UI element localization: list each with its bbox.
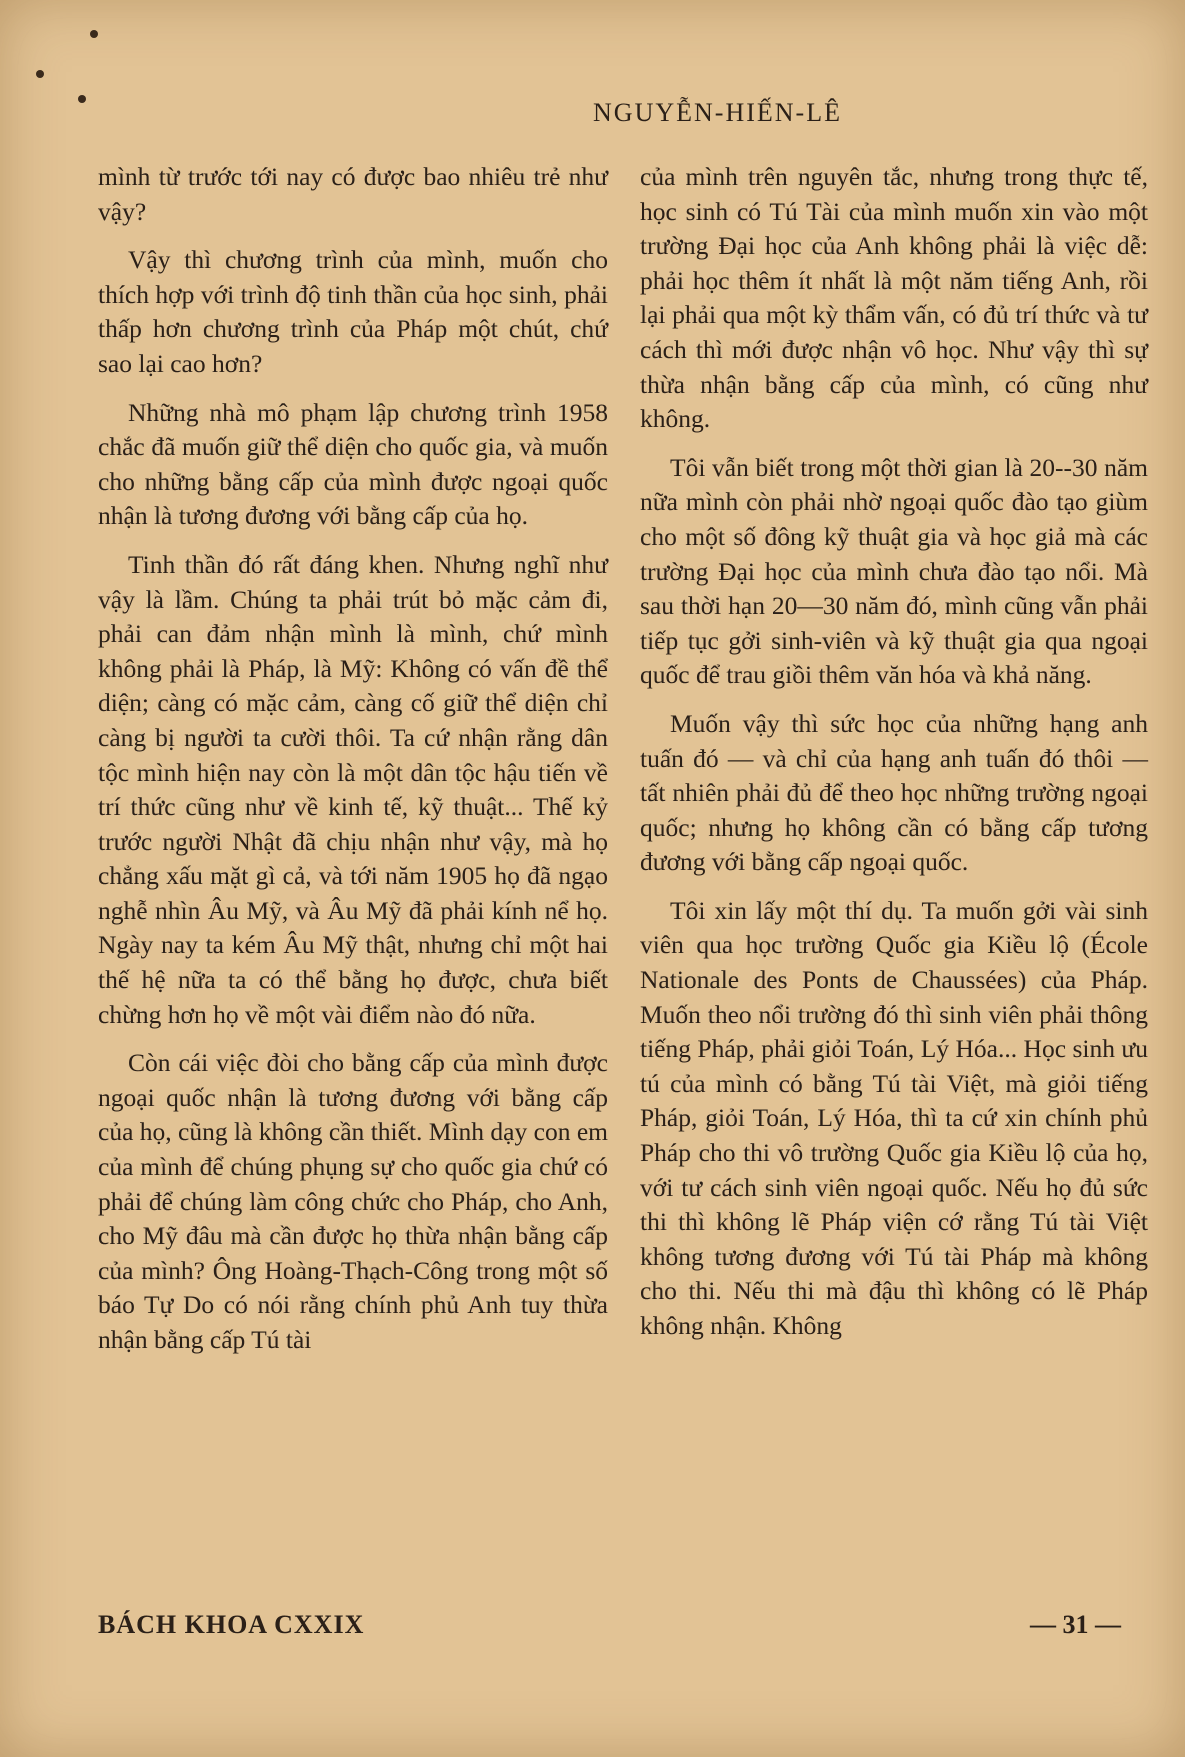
paragraph: mình từ trước tới nay có được bao nhiêu trẻ như vậy? [98, 162, 608, 226]
paragraph: của mình trên nguyên tắc, nhưng trong thực tế, học sinh có Tú Tài của mình muốn xin vào một trường Đại học của Anh không phải là việc dễ: phải học thêm ít nhất là một năm tiếng Anh, rồi lại phải qua một kỳ thẩm vấn, có đủ trí thức và tư cách thì mới được nhận vô học. Như vậy thì sự thừa nhận bằng cấp của mình, có cũng như không. [640, 162, 1148, 434]
ink-speck [36, 70, 44, 78]
running-header: NGUYỄN-HIẾN-LÊ [593, 98, 842, 127]
left-column [98, 160, 608, 1372]
paragraph: Muốn vậy thì sức học của những hạng anh tuấn đó — và chỉ của hạng anh tuấn đó thôi — tất nhiên phải đủ để theo học những trường ngoại quốc; nhưng họ không cần có bằng cấp tương đương với bằng cấp ngoại quốc. [640, 708, 1148, 877]
page-number: — 31 — [1030, 1610, 1121, 1639]
right-column [640, 160, 1148, 1358]
paragraph: Tôi vẫn biết trong một thời gian là 20--30 năm nữa mình còn phải nhờ ngoại quốc đào tạo giùm cho một số đông kỹ thuật gia và học giả mà các trường Đại học của mình chưa đào tạo nổi. Mà sau thời hạn 20—30 năm đó, mình cũng vẫn phải tiếp tục gởi sinh-viên và kỹ thuật gia qua ngoại quốc để trau giồi thêm văn hóa và khả năng. [640, 452, 1148, 690]
ink-speck [90, 30, 98, 38]
paragraph: Tinh thần đó rất đáng khen. Nhưng nghĩ như vậy là lầm. Chúng ta phải trút bỏ mặc cảm đi, phải can đảm nhận mình là mình, chứ mình không phải là Pháp, là Mỹ: Không có vấn đề thể diện; càng có mặc cảm, càng cố giữ thể diện chỉ càng bị người ta cười thôi. Ta cứ nhận rằng dân tộc mình hiện nay còn là một dân tộc hậu tiến về trí thức cũng như về kinh tế, kỹ thuật... Thế kỷ trước người Nhật đã chịu nhận như vậy, mà họ chẳng xấu mặt gì cả, và tới năm 1905 họ đã ngạo nghễ nhìn Âu Mỹ, và Âu Mỹ đã phải kính nể họ. Ngày nay ta kém Âu Mỹ thật, nhưng chỉ một hai thế hệ nữa ta có thể bằng họ được, chưa biết chừng hơn họ về một vài điểm nào đó nữa. [98, 549, 608, 1029]
paragraph: Những nhà mô phạm lập chương trình 1958 chắc đã muốn giữ thể diện cho quốc gia, và muốn cho những bằng cấp của mình được ngoại quốc nhận là tương đương với bằng cấp của họ. [98, 397, 608, 531]
magazine-footer: BÁCH KHOA CXXIX [98, 1610, 365, 1639]
paragraph: Tôi xin lấy một thí dụ. Ta muốn gởi vài sinh viên qua học trường Quốc gia Kiều lộ (École Nationale des Ponts de Chaussées) của Pháp. Muốn theo nổi trường đó thì sinh viên phải thông tiếng Pháp, phải giỏi Toán, Lý Hóa... Học sinh ưu tú của mình có bằng Tú tài Việt, mà giỏi tiếng Pháp, giỏi Toán, Lý Hóa, thì ta cứ xin chính phủ Pháp cho thi vô trường Quốc gia Kiều lộ của họ, với tư cách sinh viên ngoại quốc. Nếu họ đủ sức thi thì không lẽ Pháp viện cớ rằng Tú tài Việt không tương đương với Tú tài Pháp mà không cho thi. Nếu thi mà đậu thì không có lẽ Pháp không nhận. Không [640, 895, 1148, 1340]
paragraph: Còn cái việc đòi cho bằng cấp của mình được ngoại quốc nhận là tương đương với bằng cấp của họ, cũng là không cần thiết. Mình dạy con em của mình để chúng phụng sự cho quốc gia chứ có phải để chúng làm công chức cho Pháp, cho Anh, cho Mỹ đâu mà cần được họ thừa nhận bằng cấp của mình? Ông Hoàng-Thạch-Công trong một số báo Tự Do có nói rằng chính phủ Anh tuy thừa nhận bằng cấp Tú tài [98, 1048, 608, 1354]
paragraph: Vậy thì chương trình của mình, muốn cho thích hợp với trình độ tinh thần của học sinh, phải thấp hơn chương trình của Pháp một chút, chứ sao lại cao hơn? [98, 245, 608, 378]
